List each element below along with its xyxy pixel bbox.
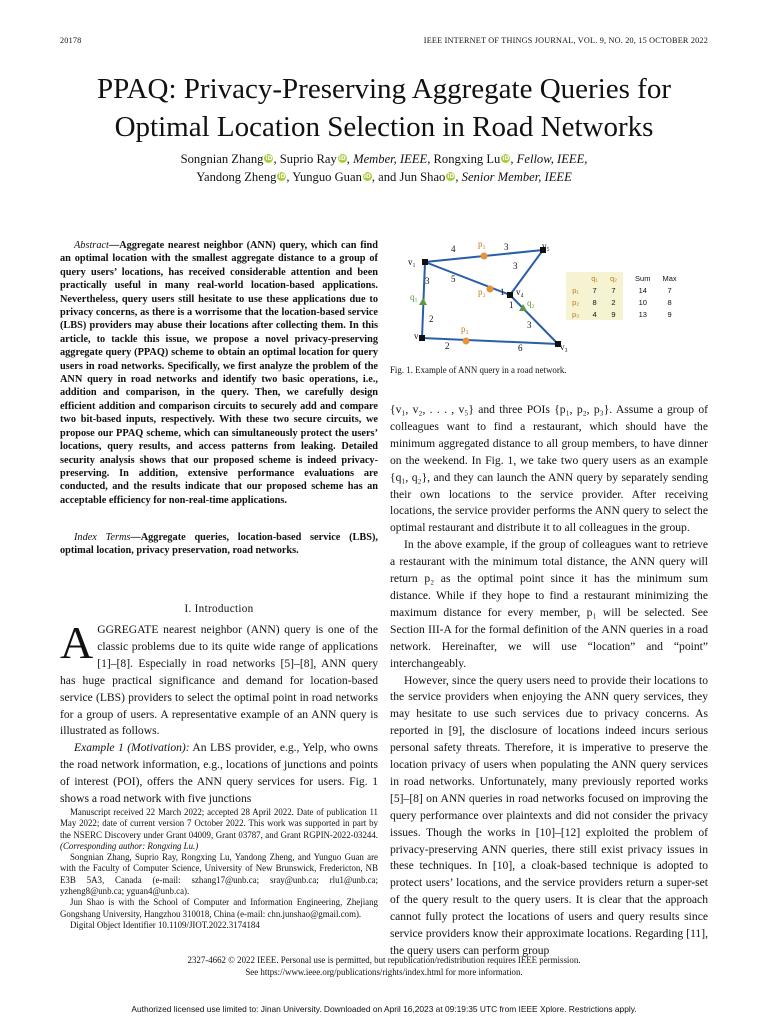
label-p3: p₃ — [461, 324, 469, 334]
author-name: , Yunguo Guan — [286, 170, 362, 184]
paper-title — [0, 70, 768, 146]
example-label: Example 1 (Motivation): — [74, 741, 190, 755]
edge-label: 2 — [445, 341, 450, 351]
author-name: Songnian Zhang — [180, 152, 264, 166]
table-row — [566, 296, 683, 308]
table-header: Sum — [635, 273, 651, 283]
table-cell: 2 — [604, 296, 623, 308]
author-role: Senior Member, IEEE — [461, 170, 572, 184]
orcid-icon[interactable]: iD — [265, 155, 273, 162]
edge-label: 5 — [451, 274, 456, 284]
table-cell: 7 — [604, 284, 623, 296]
author-sep: , — [346, 152, 354, 166]
intro-text — [60, 617, 378, 808]
copyright-line-1: 2327-4662 © 2022 IEEE. Personal use is permitted, but republication/redistribution requires IEEE permission. — [187, 955, 581, 965]
figure-caption: Fig. 1. Example of ANN query in a road network. — [390, 365, 567, 375]
paragraph: However, since the query users need to provide their locations to the service providers when enjoying the ANN query services, they may hesitate to use such services due to privacy concerns. As reported in [9], the disclosure of locations indeed incurs serious personal safety threats. Therefore, it is imperative to preserve the location privacy of users when populating the ANN query services in road networks. Unfortunately, many previously reported works [5]–[8] on ANN queries in road networks focused on improving the query performance over plaintexts and did not consider the privacy issues. Though the works in [10]–[12] exploited the problem of privacy-preserving ANN queries, there still exist privacy issues in these techniques. In [10], a cloak-based technique is adopted to protect users’ locations, and the service providers return a super-set of the query result to the query users. It is clear that the approach cannot fully protect the locations of users and query results since service providers know their approximate locations. Regarding [11], the query users can perform group — [390, 673, 708, 957]
footnote-manuscript: Manuscript received 22 March 2022; accepted 28 April 2022. Date of publication 11 May 2022; date of current version 7 October 2022. This work was supported in part by the NSERC Discovery under Grant 04009, Grant 03787, and Grant RGPIN-2022-03244. — [60, 807, 378, 840]
drop-cap: A — [60, 617, 94, 668]
title-line-1: PPAQ: Privacy-Preserving Aggregate Queries for — [97, 73, 671, 105]
table-header: q₂ — [604, 272, 623, 284]
footnote-affiliation-1: Songnian Zhang, Suprio Ray, Rongxing Lu, Yandong Zheng, and Yunguo Guan are with the Faculty of Computer Science, University of New Brunswick, Fredericton, NB E3B 5A3, Canada (e-mail: szhang17@unb.ca; sray@unb.ca; rlu1@unb.ca; yzheng8@unb.ca; yguan4@unb.ca). — [60, 852, 378, 897]
table-cell: p₂ — [566, 296, 585, 308]
footnote-doi: Digital Object Identifier 10.1109/JIOT.2022.3174184 — [70, 919, 260, 930]
edge-label: 4 — [451, 244, 456, 254]
orcid-icon[interactable]: iD — [278, 173, 286, 180]
table-cell: 4 — [585, 308, 604, 320]
edge-label: 6 — [518, 343, 523, 353]
edge-label: 3 — [504, 242, 509, 252]
running-header: IEEE INTERNET OF THINGS JOURNAL, VOL. 9, NO. 20, 15 OCTOBER 2022 — [423, 36, 708, 45]
page-number: 20178 — [60, 36, 82, 45]
abstract — [60, 239, 378, 507]
abstract-text: —Aggregate nearest neighbor (ANN) query, which can find an optimal location with the smallest aggregate distance to a group of query users’ locations, has received considerable attention and been practically useful in many real-world location-based applications. Nevertheless, query users still hesitate to use these applications due to privacy concerns, as there is a worrisome that the location-based service (LBS) providers may abuse their locations after collecting them. In this article, to tackle this issue, we propose a novel privacy-preserving aggregate query (PPAQ) scheme to obtain an optimal location for query users in road networks. Specifically, we first analyze the problem of the ANN query in road networks and identify two basic operations, i.e., addition and comparison, in the query. Then, we carefully design efficient addition and comparison circuits to securely add and compare two bit-based inputs, respectively. With these two secure circuits, we propose our PPAQ scheme, which can simultaneously protect the users’ locations, query results, and access patterns from leaking. Detailed security analysis shows that our proposed scheme is indeed privacy-preserving. In addition, extensive performance evaluations are conducted, and the results indicate that our proposed scheme has an acceptable efficiency for non-real-time applications. — [60, 240, 378, 506]
label-v1: v₁ — [408, 257, 416, 267]
author-sep: , — [584, 152, 588, 166]
intro-para-1: nearest neighbor (ANN) query is one of the classic problems due to its quite wide range of applications [1]–[8]. Especially in road networks [5]–[8], ANN query has huge practical significance and demand for location-based service (LBS) providers to select the optimal point in road networks for a group of users. A representative example of an ANN query is illustrated as follows. — [60, 623, 378, 738]
copyright-line-2[interactable]: See https://www.ieee.org/publications/rights/index.html for more information. — [245, 966, 523, 977]
table-cell: 8 — [667, 297, 672, 307]
table-cell: 7 — [585, 284, 604, 296]
edge-label: 1 — [500, 287, 505, 297]
distance-table — [566, 272, 683, 320]
paragraph: In the above example, if the group of colleagues want to retrieve a restaurant with the minimum total distance, the ANN query will return p₂ as the optimal point since it has the minimum sum distance. While if they hope to find a restaurant minimizing the maximum distance for every member, p₁ will be selected. See Section III-A for the formal definition of the ANN queries in a road network. Hereinafter, we will use “location” and “point” interchangeably. — [390, 538, 708, 670]
label-p1: p₁ — [478, 239, 486, 249]
author-name: , Rongxing Lu — [427, 152, 501, 166]
table-cell: 9 — [667, 309, 672, 319]
author-name: , and Jun Shao — [371, 170, 446, 184]
index-terms-label: Index Terms — [74, 532, 131, 543]
label-v2: v₂ — [414, 331, 422, 341]
table-cell: 9 — [604, 308, 623, 320]
author-name: Yandong Zheng — [196, 170, 277, 184]
edge-label: 3 — [527, 320, 532, 330]
author-role: Fellow, IEEE — [516, 152, 585, 166]
author-list — [0, 150, 768, 186]
table-cell: 14 — [638, 285, 647, 295]
footnote-corresponding: (Corresponding author: Rongxing Lu.) — [60, 840, 199, 851]
label-p2: p₂ — [478, 287, 486, 297]
orcid-icon[interactable]: iD — [338, 155, 346, 162]
label-v5: v₅ — [542, 241, 550, 251]
author-role: Member, IEEE — [353, 152, 428, 166]
index-terms-text: —Aggregate queries, location-based service (LBS), optimal location, privacy preservation, road networks. — [60, 532, 378, 557]
paragraph: {v₁, v₂, . . . , v₅} and three POIs {p₁, p₂, p₃}. Assume a group of colleagues want to find a restaurant, which should have the minimum aggregated distance to all group members, to have dinner on the weekend. In Fig. 1, we take two query users as an example {q₁, q₂}, and they can launch the ANN query by separately sending their own locations to the service provider. After receiving locations, the service provider performs the ANN query to select the optimal restaurant and distribute it to all colleagues in the group. — [390, 403, 708, 535]
edge-label: 3 — [425, 276, 430, 286]
intro-first-word: GGREGATE — [97, 623, 159, 636]
label-v4: v₄ — [516, 287, 524, 297]
table-cell: 7 — [667, 285, 672, 295]
label-v3: v₃ — [560, 342, 568, 352]
section-heading: I. Introduction — [184, 603, 254, 615]
orcid-icon[interactable]: iD — [447, 173, 455, 180]
table-cell: 8 — [585, 296, 604, 308]
table-row — [566, 284, 683, 296]
edge-label: 2 — [429, 314, 434, 324]
table-cell: 10 — [638, 297, 647, 307]
right-column-text — [390, 402, 708, 960]
label-q2: q₂ — [527, 298, 535, 308]
table-cell: 13 — [638, 309, 647, 319]
index-terms — [60, 531, 378, 558]
edge-label: 1 — [509, 300, 514, 310]
table-row — [566, 308, 683, 320]
table-header: Max — [662, 273, 677, 283]
abstract-label: Abstract — [74, 240, 109, 251]
orcid-icon[interactable]: iD — [363, 173, 371, 180]
table-cell: p₃ — [566, 308, 585, 320]
author-sep: , — [455, 170, 462, 184]
table-header-row — [566, 272, 683, 284]
title-line-2: Optimal Location Selection in Road Networks — [114, 111, 654, 143]
author-name: , Suprio Ray — [273, 152, 337, 166]
table-header: q₁ — [585, 272, 604, 284]
table-header — [566, 272, 585, 284]
orcid-icon[interactable]: iD — [502, 155, 510, 162]
license-footer: Authorized licensed use limited to: Jinan University. Downloaded on April 16,2023 at 09:19:35 UTC from IEEE Xplore. Restrictions apply. — [131, 1004, 637, 1014]
diagram-labels — [400, 236, 570, 360]
edge-label: 3 — [513, 261, 518, 271]
copyright-notice — [0, 955, 768, 978]
table-cell: p₁ — [566, 284, 585, 296]
author-sep: , — [510, 152, 517, 166]
intro-para-2: An LBS provider, e.g., Yelp, who owns the road network information, e.g., locations of junctions and points of interest (POI), offers the ANN query services for users. Fig. 1 shows a road network with five junctions — [60, 741, 378, 806]
footnotes — [60, 807, 378, 931]
label-q1: q₁ — [410, 292, 418, 302]
footnote-affiliation-2: Jun Shao is with the School of Computer and Information Engineering, Zhejiang Gongshang University, Hangzhou 310018, China (e-mail: chn.junshao@gmail.com). — [60, 897, 378, 919]
